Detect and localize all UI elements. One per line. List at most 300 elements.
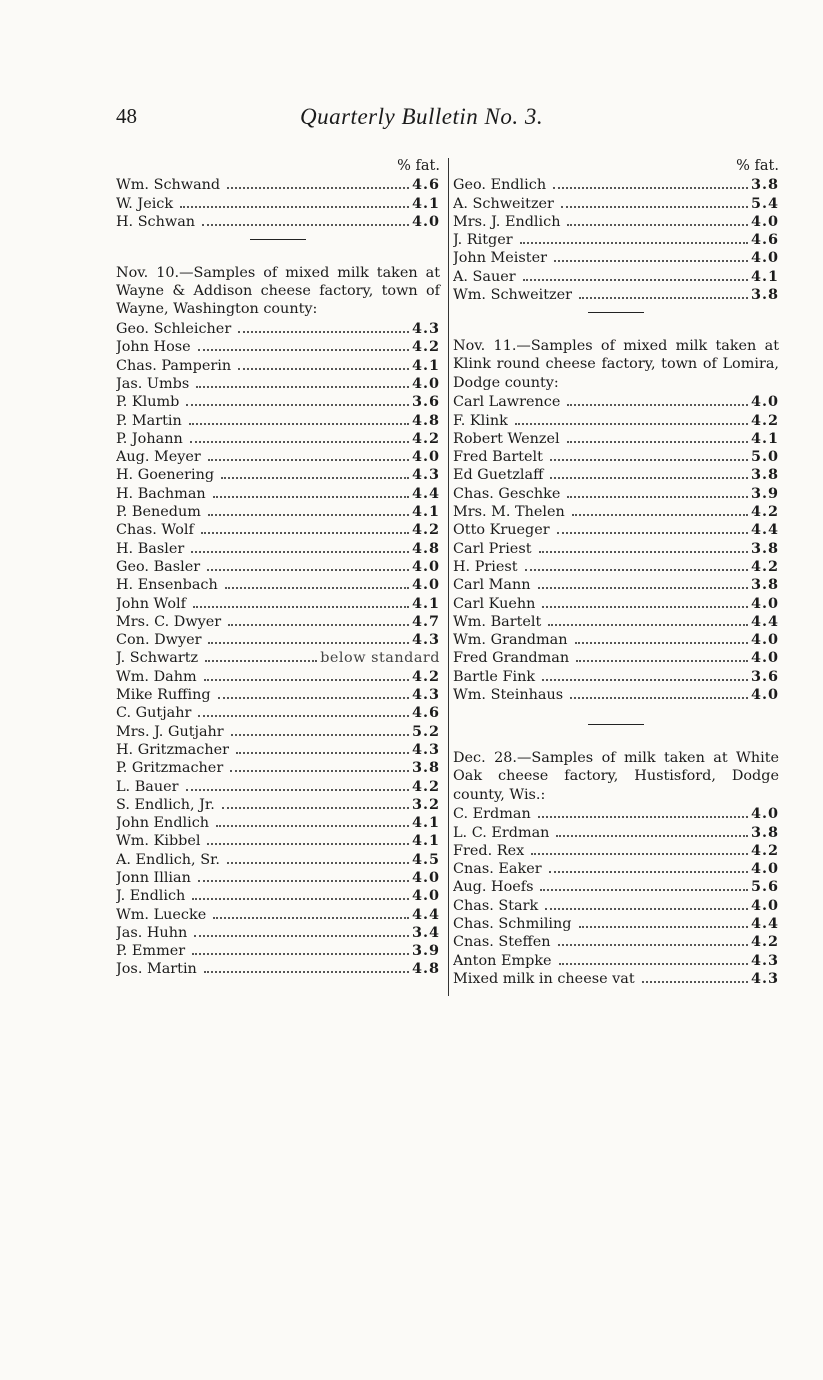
fat-percentage: 3.4 <box>411 923 440 941</box>
sample-row <box>116 796 440 814</box>
patron-name: Jos. Martin <box>116 961 197 978</box>
patron-name: Carl Priest <box>453 540 532 557</box>
fat-percentage: 4.7 <box>411 612 440 630</box>
patron-name: Wm. Schwand <box>116 177 221 194</box>
sample-row <box>453 823 779 841</box>
fat-percentage: 4.1 <box>411 503 440 521</box>
sample-row <box>116 594 440 612</box>
fat-percentage: 4.1 <box>411 832 440 850</box>
fat-percentage: 3.8 <box>411 759 440 777</box>
dot-leader <box>579 297 748 299</box>
fat-percentage: 4.3 <box>750 951 779 969</box>
sample-row <box>116 484 440 502</box>
sample-row <box>116 375 440 393</box>
patron-name: Wm. Luecke <box>116 906 207 923</box>
patron-name: Carl Mann <box>453 577 531 594</box>
sample-row <box>453 686 779 704</box>
patron-name: Aug. Hoefs <box>453 879 534 896</box>
dot-leader <box>531 853 748 855</box>
fat-percentage: 4.0 <box>750 896 779 914</box>
dot-leader <box>642 981 748 983</box>
patron-name: Jas. Huhn <box>116 924 188 941</box>
left-top-list <box>116 176 440 231</box>
sample-row <box>453 430 779 448</box>
section-separator <box>250 239 306 240</box>
sample-row <box>453 970 779 988</box>
page-number: 48 <box>116 104 137 128</box>
dot-leader <box>186 789 409 791</box>
dot-leader <box>539 551 748 553</box>
dot-leader <box>227 862 409 864</box>
fat-percentage: 3.9 <box>411 942 440 960</box>
sample-row <box>116 393 440 411</box>
patron-name: Fred Grandman <box>453 650 570 667</box>
dot-leader <box>542 606 748 608</box>
dot-leader <box>523 279 748 281</box>
sample-row <box>116 850 440 868</box>
fat-percentage: 4.3 <box>411 740 440 758</box>
sample-row <box>116 411 440 429</box>
sample-row <box>116 924 440 942</box>
fat-percentage: 4.2 <box>411 338 440 356</box>
fat-percentage: 4.0 <box>750 860 779 878</box>
patron-name: Bartle Fink <box>453 668 536 685</box>
patron-name: Chas. Geschke <box>453 485 561 502</box>
fat-percentage: 4.8 <box>411 411 440 429</box>
patron-name: W. Jeick <box>116 195 174 212</box>
patron-name: H. Basler <box>116 540 185 557</box>
dot-leader <box>553 187 748 189</box>
sample-row <box>453 411 779 429</box>
dot-leader <box>549 871 748 873</box>
fat-percentage: 4.1 <box>411 194 440 212</box>
patron-name: Cnas. Steffen <box>453 934 551 951</box>
dot-leader <box>189 423 409 425</box>
dot-leader <box>572 514 748 516</box>
sample-row <box>116 722 440 740</box>
patron-name: Otto Krueger <box>453 522 550 539</box>
sample-row <box>116 777 440 795</box>
patron-name: Jonn Illian <box>116 869 191 886</box>
patron-name: John Meister <box>453 250 547 267</box>
patron-name: Wm. Grandman <box>453 632 568 649</box>
patron-name: John Endlich <box>116 815 210 832</box>
fat-percentage: below standard <box>320 650 440 667</box>
fat-percentage: 3.8 <box>750 823 779 841</box>
fat-percentage: 4.0 <box>750 686 779 704</box>
fat-percentage: 4.6 <box>750 231 779 249</box>
patron-name: H. Gritzmacher <box>116 741 229 758</box>
sample-row <box>116 814 440 832</box>
patron-name: A. Endlich, Sr. <box>116 851 220 868</box>
patron-name: Fred. Rex <box>453 842 525 859</box>
dot-leader <box>550 459 748 461</box>
dot-leader <box>222 807 409 809</box>
sample-row <box>453 213 779 231</box>
fat-percentage: 4.3 <box>411 686 440 704</box>
dot-leader <box>192 898 409 900</box>
fat-column-heading-left: % fat. <box>397 158 440 174</box>
patron-name: P. Johann <box>116 430 183 447</box>
fat-percentage: 4.6 <box>411 176 440 194</box>
patron-name: Cnas. Eaker <box>453 861 542 878</box>
dot-leader <box>198 880 409 882</box>
patron-name: L. Bauer <box>116 778 179 795</box>
sample-row <box>453 933 779 951</box>
fat-percentage: 4.4 <box>411 484 440 502</box>
section-intro-nov-11: Nov. 11.—Samples of mixed milk taken at Klink round cheese factory, town of Lomira, Dodge county: <box>453 338 779 391</box>
sample-row <box>453 448 779 466</box>
patron-name: P. Benedum <box>116 504 201 521</box>
patron-name: Mrs. M. Thelen <box>453 504 565 521</box>
dot-leader <box>213 496 409 498</box>
sample-row <box>116 704 440 722</box>
fat-percentage: 3.8 <box>750 539 779 557</box>
patron-name: A. Sauer <box>453 268 516 285</box>
sample-row <box>116 521 440 539</box>
fat-percentage: 4.0 <box>411 887 440 905</box>
dot-leader <box>221 477 409 479</box>
fat-percentage: 4.0 <box>411 448 440 466</box>
dot-leader <box>567 404 748 406</box>
sample-row <box>453 951 779 969</box>
dot-leader <box>231 734 409 736</box>
dot-leader <box>538 587 748 589</box>
patron-name: Geo. Schleicher <box>116 321 232 338</box>
sample-row <box>453 896 779 914</box>
dot-leader <box>204 971 409 973</box>
sample-row <box>116 213 440 231</box>
sample-row <box>453 231 779 249</box>
patron-name: C. Gutjahr <box>116 705 192 722</box>
dot-leader <box>180 206 409 208</box>
fat-percentage: 4.0 <box>750 594 779 612</box>
fat-percentage: 4.2 <box>750 503 779 521</box>
patron-name: Wm. Dahm <box>116 668 197 685</box>
fat-percentage: 4.2 <box>750 557 779 575</box>
dot-leader <box>193 606 409 608</box>
sample-row <box>453 667 779 685</box>
patron-name: Wm. Steinhaus <box>453 687 564 704</box>
sample-row <box>116 194 440 212</box>
dot-leader <box>567 496 748 498</box>
patron-name: Wm. Schweitzer <box>453 287 572 304</box>
sample-row <box>116 176 440 194</box>
sample-row <box>116 942 440 960</box>
sample-row <box>453 842 779 860</box>
dot-leader <box>525 569 748 571</box>
sample-row <box>116 356 440 374</box>
patron-name: H. Bachman <box>116 485 206 502</box>
sample-row <box>453 878 779 896</box>
fat-percentage: 5.6 <box>750 878 779 896</box>
fat-percentage: 4.0 <box>750 631 779 649</box>
fat-percentage: 3.9 <box>750 484 779 502</box>
dot-leader <box>190 441 409 443</box>
patron-name: C. Erdman <box>453 806 531 823</box>
patron-name: Anton Empke <box>453 952 552 969</box>
fat-percentage: 4.0 <box>411 212 440 230</box>
patron-name: Ed Guetzlaff <box>453 467 544 484</box>
dot-leader <box>558 944 748 946</box>
sample-row <box>116 887 440 905</box>
fat-percentage: 4.0 <box>750 393 779 411</box>
dot-leader <box>556 835 748 837</box>
fat-percentage: 4.2 <box>411 667 440 685</box>
patron-name: Geo. Endlich <box>453 177 547 194</box>
sample-row <box>453 915 779 933</box>
sample-row <box>116 539 440 557</box>
sample-row <box>116 430 440 448</box>
patron-name: L. C. Erdman <box>453 824 550 841</box>
dot-leader <box>576 660 748 662</box>
fat-percentage: 5.2 <box>411 722 440 740</box>
patron-name: John Hose <box>116 339 191 356</box>
patron-name: H. Goenering <box>116 467 215 484</box>
dot-leader <box>238 331 409 333</box>
patron-name: H. Schwan <box>116 213 196 230</box>
sample-row <box>453 249 779 267</box>
fat-percentage: 3.6 <box>750 667 779 685</box>
dot-leader <box>557 532 748 534</box>
fat-percentage: 4.4 <box>750 914 779 932</box>
fat-percentage: 4.4 <box>750 612 779 630</box>
fat-percentage: 4.8 <box>411 539 440 557</box>
fat-percentage: 4.0 <box>411 374 440 392</box>
sample-row <box>116 649 440 667</box>
fat-percentage: 3.6 <box>411 393 440 411</box>
fat-percentage: 4.1 <box>750 267 779 285</box>
dot-leader <box>207 843 408 845</box>
sample-row <box>453 631 779 649</box>
fat-percentage: 3.2 <box>411 795 440 813</box>
section-separator <box>588 312 644 313</box>
patron-name: S. Endlich, Jr. <box>116 796 215 813</box>
fat-percentage: 4.0 <box>750 249 779 267</box>
fat-percentage: 4.0 <box>411 868 440 886</box>
sample-row <box>116 905 440 923</box>
patron-name: Chas. Stark <box>453 897 539 914</box>
sample-row <box>453 576 779 594</box>
sample-row <box>116 320 440 338</box>
dec-28-sample-list <box>453 805 779 988</box>
dot-leader <box>545 908 748 910</box>
fat-percentage: 5.0 <box>750 448 779 466</box>
dot-leader <box>194 935 409 937</box>
dot-leader <box>201 532 409 534</box>
dot-leader <box>559 963 748 965</box>
dot-leader <box>208 459 409 461</box>
sample-row <box>116 503 440 521</box>
sample-row <box>116 869 440 887</box>
sample-row <box>116 741 440 759</box>
section-separator <box>588 724 644 725</box>
fat-percentage: 4.1 <box>411 356 440 374</box>
section-intro-nov-10: Nov. 10.—Samples of mixed milk taken at Wayne & Addison cheese factory, town of Wayne, Washington county: <box>116 264 440 318</box>
sample-row <box>453 466 779 484</box>
patron-name: Chas. Schmiling <box>453 915 572 932</box>
fat-percentage: 4.2 <box>750 411 779 429</box>
fat-percentage: 4.1 <box>411 814 440 832</box>
dot-leader <box>554 260 748 262</box>
dot-leader <box>520 242 748 244</box>
patron-name: P. Klumb <box>116 394 180 411</box>
sample-row <box>116 338 440 356</box>
fat-percentage: 3.8 <box>750 576 779 594</box>
sample-row <box>453 194 779 212</box>
fat-percentage: 3.8 <box>750 286 779 304</box>
sample-row <box>116 613 440 631</box>
dot-leader <box>515 423 748 425</box>
sample-row <box>453 649 779 667</box>
dot-leader <box>228 624 409 626</box>
fat-percentage: 4.0 <box>411 576 440 594</box>
dot-leader <box>208 642 408 644</box>
patron-name: H. Ensenbach <box>116 577 218 594</box>
dot-leader <box>216 825 409 827</box>
fat-percentage: 4.3 <box>750 969 779 987</box>
dot-leader <box>540 889 747 891</box>
sample-row <box>116 448 440 466</box>
dot-leader <box>205 660 317 662</box>
dot-leader <box>548 624 748 626</box>
dot-leader <box>561 206 748 208</box>
dot-leader <box>236 752 409 754</box>
fat-percentage: 4.2 <box>411 429 440 447</box>
patron-name: Aug. Meyer <box>116 449 201 466</box>
sample-row <box>116 759 440 777</box>
dot-leader <box>204 679 409 681</box>
section-intro-dec-28: Dec. 28.—Samples of milk taken at White Oak cheese factory, Hustisford, Dodge county, Wis.: <box>453 750 779 803</box>
patron-name: Carl Lawrence <box>453 394 561 411</box>
sample-row <box>453 558 779 576</box>
patron-name: Jas. Umbs <box>116 375 190 392</box>
sample-row <box>453 613 779 631</box>
sample-row <box>453 393 779 411</box>
dot-leader <box>198 715 409 717</box>
nov-11-sample-list <box>453 393 779 704</box>
sample-row <box>453 267 779 285</box>
fat-percentage: 4.0 <box>750 649 779 667</box>
sample-row <box>116 558 440 576</box>
right-column <box>453 156 779 988</box>
patron-name: Chas. Pamperin <box>116 357 232 374</box>
fat-percentage: 4.3 <box>411 466 440 484</box>
patron-name: J. Ritger <box>453 232 513 249</box>
fat-percentage: 4.4 <box>750 521 779 539</box>
patron-name: Carl Kuehn <box>453 595 536 612</box>
fat-percentage: 4.8 <box>411 960 440 978</box>
patron-name: H. Priest <box>453 558 518 575</box>
fat-column-heading-right: % fat. <box>736 158 779 174</box>
fat-percentage: 4.6 <box>411 704 440 722</box>
dot-leader <box>570 697 748 699</box>
fat-percentage: 5.4 <box>750 194 779 212</box>
dot-leader <box>191 551 409 553</box>
sample-row <box>116 576 440 594</box>
patron-name: Chas. Wolf <box>116 522 194 539</box>
patron-name: Mike Ruffing <box>116 687 211 704</box>
dot-leader <box>225 587 409 589</box>
fat-percentage: 4.3 <box>411 631 440 649</box>
dot-leader <box>218 697 409 699</box>
dot-leader <box>542 679 748 681</box>
dot-leader <box>198 349 409 351</box>
fat-percentage: 4.1 <box>750 429 779 447</box>
patron-name: Mrs. J. Endlich <box>453 213 561 230</box>
sample-row <box>116 960 440 978</box>
fat-percentage: 4.0 <box>411 557 440 575</box>
sample-row <box>453 176 779 194</box>
sample-row <box>453 286 779 304</box>
patron-name: Geo. Basler <box>116 558 201 575</box>
fat-percentage: 4.5 <box>411 850 440 868</box>
fat-percentage: 4.1 <box>411 594 440 612</box>
fat-percentage: 3.8 <box>750 466 779 484</box>
patron-name: Mixed milk in cheese vat <box>453 970 635 987</box>
sample-row <box>453 805 779 823</box>
sample-row <box>116 667 440 685</box>
patron-name: P. Martin <box>116 412 182 429</box>
running-header <box>116 104 786 136</box>
fat-percentage: 4.0 <box>750 212 779 230</box>
dot-leader <box>207 569 409 571</box>
left-column <box>116 156 440 978</box>
patron-name: P. Gritzmacher <box>116 760 224 777</box>
right-top-list <box>453 176 779 304</box>
patron-name: Robert Wenzel <box>453 430 560 447</box>
dot-leader <box>538 816 748 818</box>
nov-10-sample-list <box>116 320 440 979</box>
sample-row <box>453 484 779 502</box>
dot-leader <box>213 917 409 919</box>
fat-percentage: 3.8 <box>750 176 779 194</box>
dot-leader <box>186 404 409 406</box>
sample-row <box>116 832 440 850</box>
dot-leader <box>227 187 409 189</box>
patron-name: F. Klink <box>453 412 508 429</box>
dot-leader <box>238 368 409 370</box>
sample-row <box>453 594 779 612</box>
dot-leader <box>230 770 409 772</box>
patron-name: P. Emmer <box>116 943 186 960</box>
sample-row <box>453 503 779 521</box>
patron-name: Fred Bartelt <box>453 449 543 466</box>
fat-percentage: 4.2 <box>411 521 440 539</box>
patron-name: J. Endlich <box>116 888 186 905</box>
dot-leader <box>202 224 409 226</box>
dot-leader <box>550 477 748 479</box>
patron-name: J. Schwartz <box>116 650 199 667</box>
dot-leader <box>567 224 747 226</box>
fat-percentage: 4.3 <box>411 320 440 338</box>
dot-leader <box>192 953 409 955</box>
running-title: Quarterly Bulletin No. 3. <box>300 104 544 129</box>
patron-name: Con. Dwyer <box>116 632 202 649</box>
sample-row <box>453 521 779 539</box>
dot-leader <box>208 514 409 516</box>
fat-percentage: 4.2 <box>750 933 779 951</box>
patron-name: A. Schweitzer <box>453 195 554 212</box>
column-divider <box>448 158 449 996</box>
dot-leader <box>567 441 748 443</box>
fat-percentage: 4.2 <box>411 777 440 795</box>
sample-row <box>453 539 779 557</box>
patron-name: Wm. Kibbel <box>116 833 201 850</box>
dot-leader <box>579 926 748 928</box>
sample-row <box>116 466 440 484</box>
patron-name: Mrs. C. Dwyer <box>116 613 222 630</box>
